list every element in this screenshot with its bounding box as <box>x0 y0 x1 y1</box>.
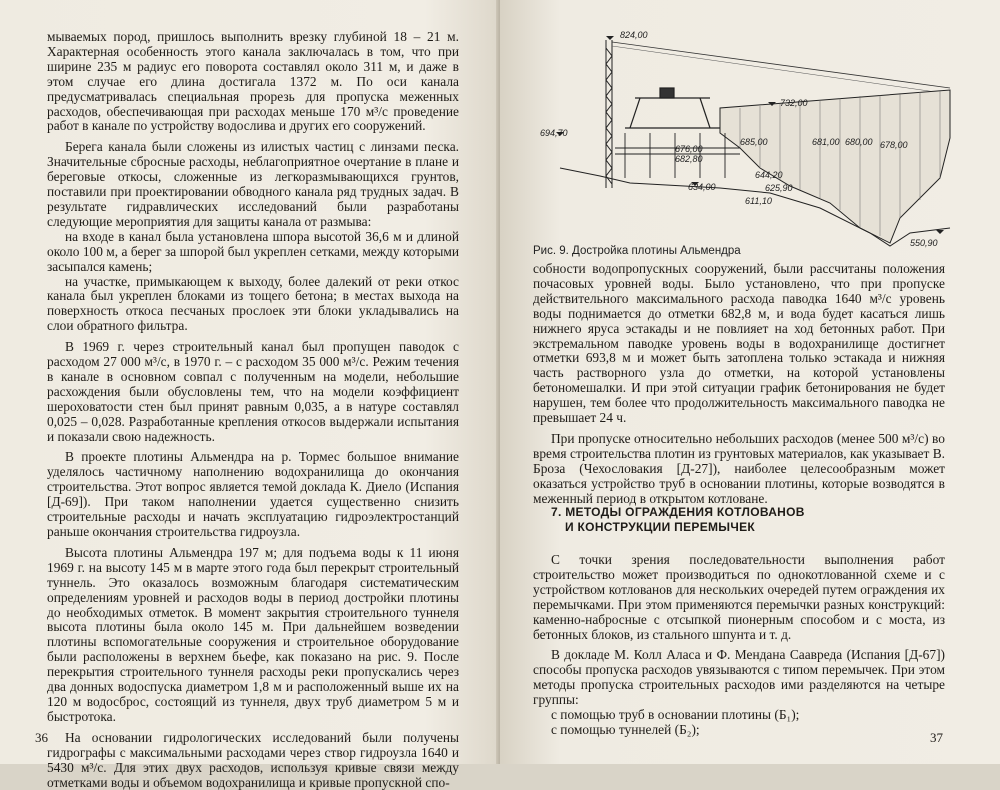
figure-label: 676,00 <box>675 144 703 154</box>
figure-label: 680,00 <box>845 137 873 147</box>
paragraph: на участке, примыкающем к выходу, более далекий от реки откос канала был укреплен блоками из тощего бетона; в местах выхода на поверхность откоса песчаных прослоек эти блоки укладывались на слои обратного фильтра. <box>47 273 459 334</box>
section-heading: 7. МЕТОДЫ ОГРАЖДЕНИЯ КОТЛОВАНОВ <box>551 505 805 519</box>
paragraph: мываемых пород, пришлось выполнить врезку глубиной 18 – 21 м. Характерная особенность этого канала заключалась в том, что при ширине 235 м радиус его поворота составлял около 311 м, и даже в этом случае его длина достигала 1372 м. По оси канала предусматривалась специальная прорезь для пропуска меженных расходов, обеспечивающая при расходах меньше 170 м³/с проведение работ в канале по устройству водослива и других его сооружений. <box>47 29 459 134</box>
figure-label: 694,70 <box>540 128 568 138</box>
paragraph: В 1969 г. через строительный канал был пропущен паводок с расходом 27 000 м³/с, в 1970 г. – с расходом 35 000 м³/с. Режим течения в канале в основном совпал с полученным на модели, небольшие расхождения были обусловлены тем, что на модели коэффициент шероховатости стен был принят равным 0,035, а в натуре составлял 0,025 – 0,028. Разработанные крепления откосов выдержали испытания и показали свою надежность. <box>47 339 459 444</box>
dam-figure <box>540 28 960 256</box>
right-text-column-top <box>533 262 945 507</box>
paragraph: на входе в канал была установлена шпора высотой 36,6 м и длиной около 100 м, а берег за шпорой был укреплен сетками, между которыми засыпался камень; <box>47 228 459 274</box>
right-text-column-bottom <box>533 505 945 738</box>
figure-label: 824,00 <box>620 30 648 40</box>
section-heading: И КОНСТРУКЦИИ ПЕРЕМЫЧЕК <box>565 520 756 534</box>
figure-label: 550,90 <box>910 238 938 248</box>
paragraph: С точки зрения последовательности выполнения работ строительство может производиться по однокотлованной схеме и с устройством котлованов для нескольких очередей путем ограждения их перемычками. При этом применяются перемычки разных конструкций: каменно-набросные с отсыпкой пионерным способом и с моста, из бетонных блоков, из стального шпунта и т. д. <box>533 552 945 642</box>
figure-caption: Рис. 9. Достройка плотины Альмендра <box>533 245 741 257</box>
crane-tower <box>606 40 612 188</box>
paragraph: При пропуске относительно небольших расходов (менее 500 м³/с) во время строительства плотин из грунтовых материалов, как указывает В. Броза (Чехословакия [Д-27]), наиболее целесообразным может оказаться устройство труб в основании плотины, которые возводятся в меженный период в открытом котловане. <box>533 430 945 506</box>
figure-label: 685,00 <box>740 137 768 147</box>
paragraph: В докладе М. Колл Аласа и Ф. Мендана Саавреда (Испания [Д-67]) способы пропуска расходов увязываются с типом перемычек. При этом методы пропуска строительных расходов ими разделяются на четыре группы: <box>533 647 945 708</box>
gantry-crane <box>625 88 720 128</box>
paragraph: Берега канала были сложены из илистых частиц с линзами песка. Значительные сбросные расходы, неблагоприятное очертание в плане и береговые откосы, сложенные из легкоразмывающихся грунтов, поставили при проектировании обводного канала ряд трудных задач. В результате гидравлических исследований были разработаны следующие мероприятия для защиты канала от размыва: <box>47 139 459 229</box>
figure-label: 682,80 <box>675 154 703 164</box>
paragraph: с помощью туннелей (Б₂); <box>551 721 700 737</box>
page-number: 36 <box>35 730 48 745</box>
figure-label: 678,00 <box>880 140 908 150</box>
left-text-column <box>47 30 459 790</box>
right-page <box>500 0 1000 764</box>
page-number: 37 <box>930 730 943 745</box>
figure-label: 732,00 <box>780 98 808 108</box>
paragraph: В проекте плотины Альмендра на р. Тормес большое внимание уделялось частичному наполнению водохранилища до окончания строительства. Этот вопрос является темой доклада К. Диело (Испания [Д-69]). При таком наполнении удается существенно снизить строительные расходы и начать эксплуатацию гидроэлектростанций раньше окончания строительства гидроузла. <box>47 449 459 539</box>
paragraph: Высота плотины Альмендра 197 м; для подъема воды к 11 июня 1969 г. на высоту 145 м в марте этого года был перекрыт строительный туннель. Это оказалось возможным благодаря систематическим определениям уровней и расходов воды в период достройки плотины до необходимых отметок. В момент закрытия строительного туннеля высота плотины была около 145 м. При дальнейшем возведении плотины вспомогательные сооружения и строительное оборудование были расположены в верхнем бьефе, как показано на рис. 9. После перекрытия строительного туннеля расходы реки пропускались через два донных водоспуска диаметром 1,8 м и расположенный выше их на 120 м водосброс, состоящий из туннеля, двух труб диаметром 5 м и быстротока. <box>47 544 459 724</box>
paragraph: На основании гидрологических исследований были получены гидрографы с максимальными расходами через створ гидроузла 1640 и 5430 м³/с. Для этих двух расходов, используя кривые связи между отметками воды и объемом водохранилища и кривые пропускной спо- <box>47 729 459 790</box>
figure-label: 681,00 <box>812 137 840 147</box>
paragraph: с помощью труб в основании плотины (Б₁); <box>551 707 800 723</box>
paragraph: собности водопропускных сооружений, были рассчитаны положения почасовых уровней воды. Было установлено, что при пропуске действительного максимального расхода паводка 1640 м³/с уровень воды поднимается до отметки 682,8 м, и вода будет касаться лишь нижнего яруса эстакады и не повлияет на ход бетонных работ. При экстремальном паводке уровень воды в водохранилище достигнет отметки 693,8 м и может быть затоплена только эстакада и нижняя часть растворного узла до отметки, на которой установлены бетономешалки. И при этой ситуации график бетонирования не будет нарушен, тем более что продолжительность максимального паводка не превышает 24 ч. <box>533 261 945 426</box>
figure-label: 634,00 <box>688 182 716 192</box>
figure-label: 625,90 <box>765 183 793 193</box>
figure-label: 644,20 <box>755 170 783 180</box>
dam-body <box>720 90 950 243</box>
figure-label: 611,10 <box>745 196 772 206</box>
